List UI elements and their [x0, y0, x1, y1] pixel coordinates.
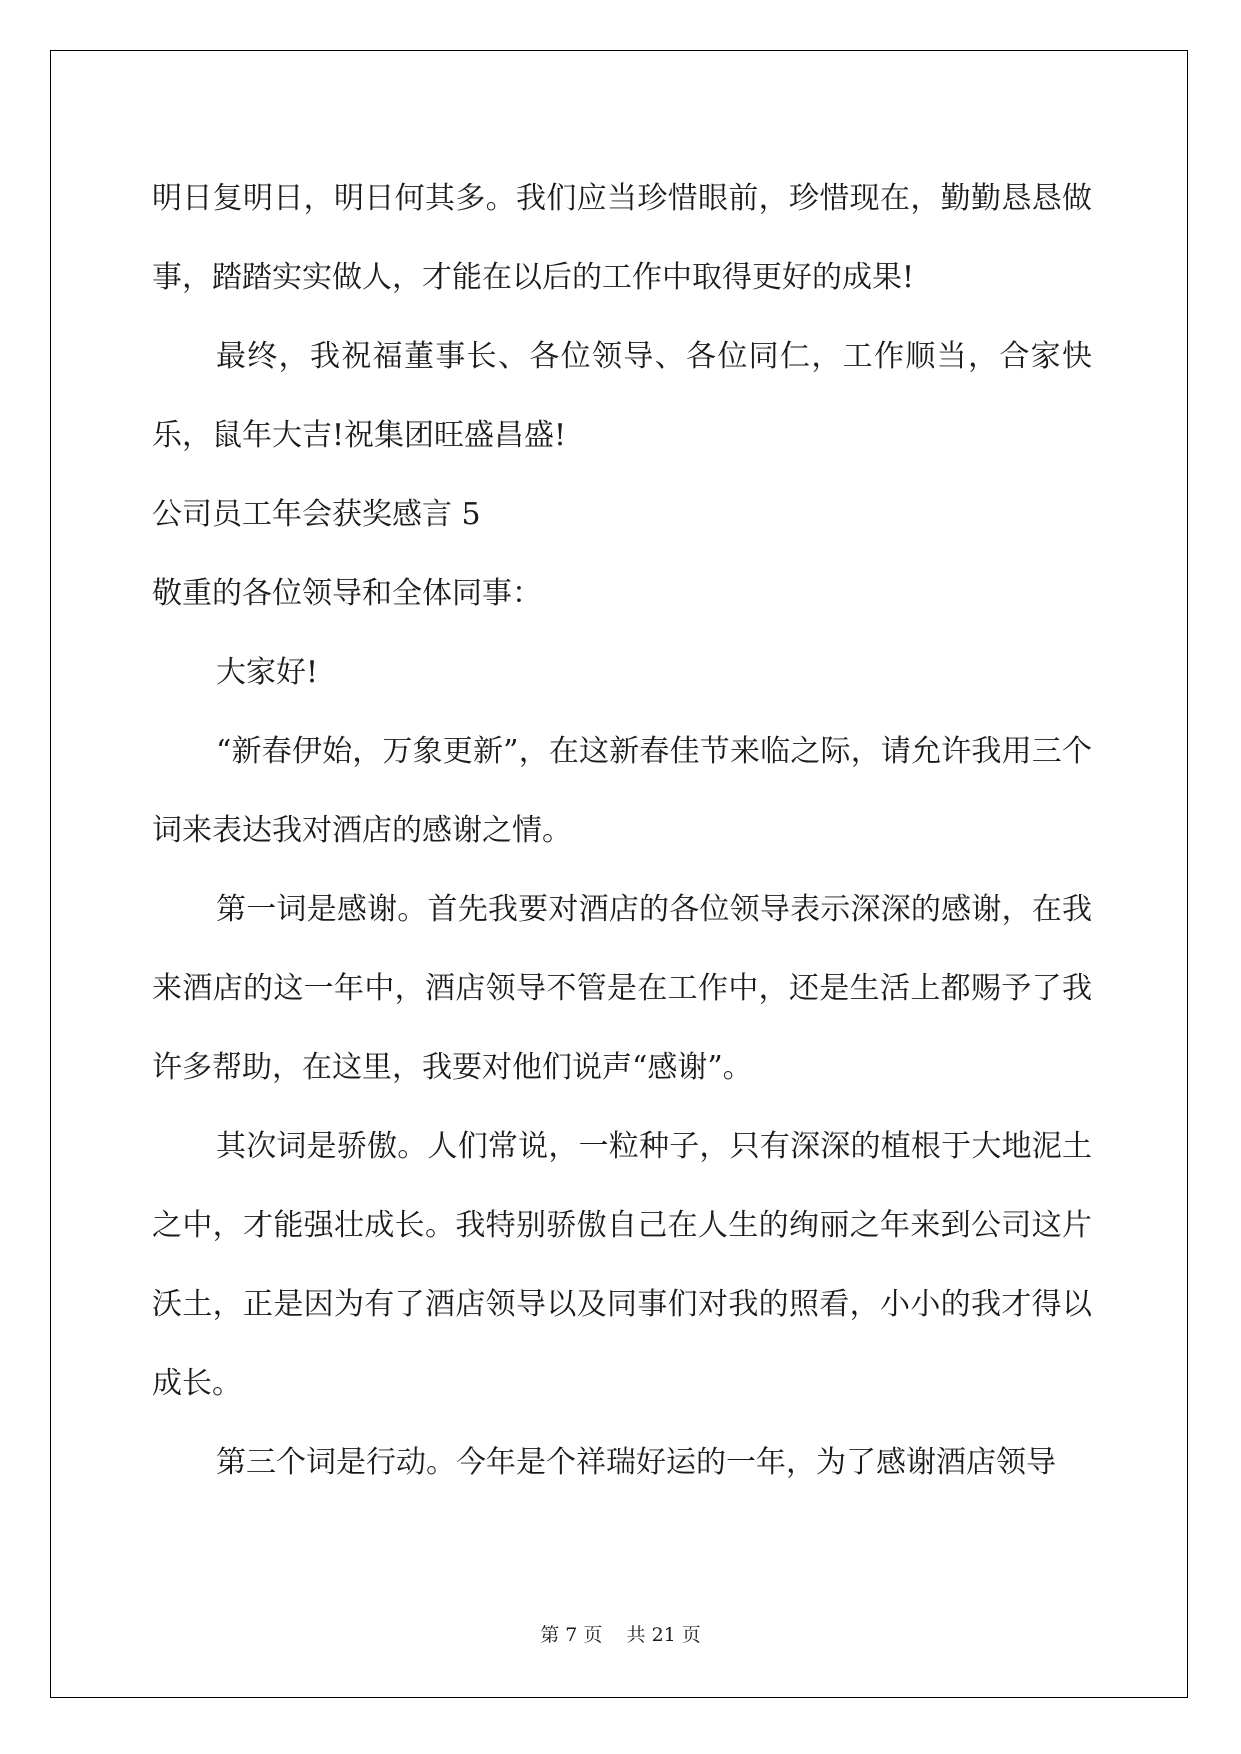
paragraph: 其次词是骄傲。人们常说，一粒种子，只有深深的植根于大地泥土之中，才能强壮成长。我特别骄傲自己在人生的绚丽之年来到公司这片沃土，正是因为有了酒店领导以及同事们对我的照看，小小的我才得以成长。 [152, 1129, 1092, 1401]
paragraph: 明日复明日，明日何其多。我们应当珍惜眼前，珍惜现在，勤勤恳恳做事，踏踏实实做人，才能在以后的工作中取得更好的成果! [152, 181, 1092, 295]
section-heading: 公司员工年会获奖感言 5 [152, 497, 481, 532]
paragraph: 最终，我祝福董事长、各位领导、各位同仁，工作顺当，合家快乐，鼠年大吉!祝集团旺盛昌盛! [152, 339, 1092, 453]
paragraph: 第三个词是行动。今年是个祥瑞好运的一年，为了感谢酒店领导 [216, 1445, 1056, 1480]
paragraph: 第一词是感谢。首先我要对酒店的各位领导表示深深的感谢，在我来酒店的这一年中，酒店领导不管是在工作中，还是生活上都赐予了我许多帮助，在这里，我要对他们说声“感谢”。 [152, 892, 1092, 1085]
paragraph: “新春伊始，万象更新”，在这新春佳节来临之际，请允许我用三个词来表达我对酒店的感谢之情。 [152, 734, 1092, 848]
page-number-footer: 第 7 页 共 21 页 [540, 1624, 701, 1646]
greeting: 大家好! [216, 655, 319, 690]
salutation: 敬重的各位领导和全体同事： [152, 576, 542, 611]
document-body [152, 159, 1092, 1502]
